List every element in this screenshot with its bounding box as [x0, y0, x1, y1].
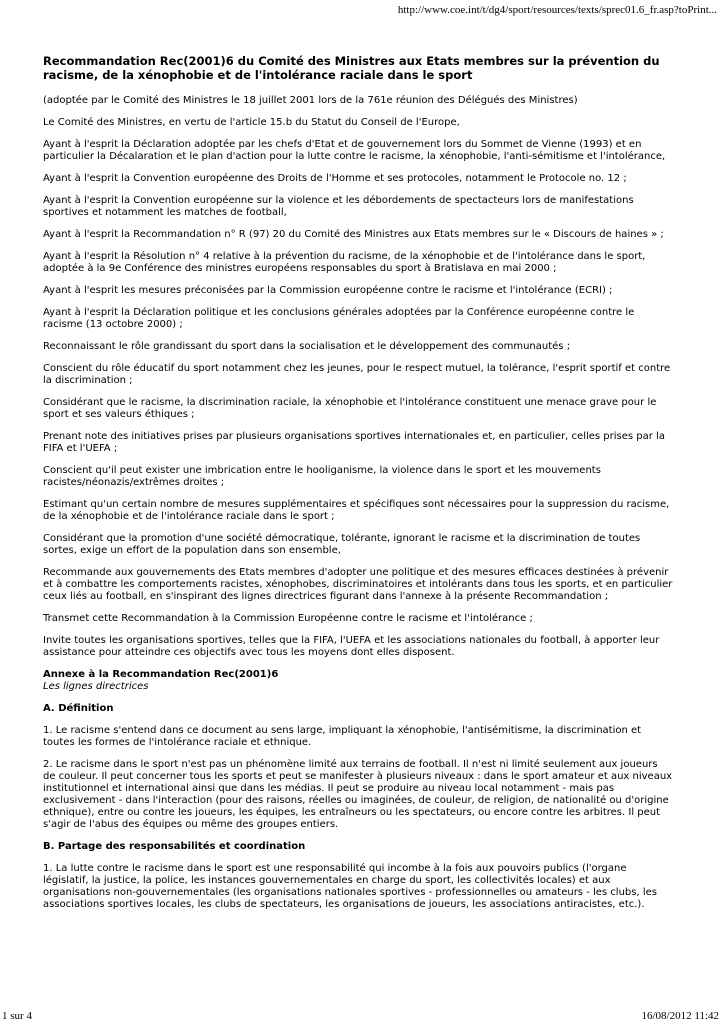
paragraph: Prenant note des initiatives prises par plusieurs organisations sportives internationales et, en particulier, celles prises par la FIFA et l'UEFA ;	[43, 431, 665, 454]
paragraph: Transmet cette Recommandation à la Commission Européenne contre le racisme et l'intolérance ;	[43, 613, 533, 624]
paragraph: 1. Le racisme s'entend dans ce document au sens large, impliquant la xénophobie, l'antisémitisme, la discrimination et toutes les formes de l'intolérance raciale et ethnique.	[43, 725, 642, 748]
paragraph: Ayant à l'esprit la Convention européenne sur la violence et les débordements de spectacteurs lors de manifestations sportives et notamment les matches de football,	[43, 195, 634, 218]
paragraph: Ayant à l'esprit la Déclaration politique et les conclusions générales adoptées par la Conférence européenne contre le racisme (13 octobre 2000) ;	[43, 307, 635, 330]
paragraph: Ayant à l'esprit la Déclaration adoptée par les chefs d'Etat et de gouvernement lors du Sommet de Vienne (1993) et en particulier la Décalaration et le plan d'action pour la lutte contre le racisme, la xénophobie, l'anti-sémitisme et l'intolérance,	[43, 139, 666, 162]
print-datetime: 16/08/2012 11:42	[641, 1010, 719, 1022]
paragraph: Ayant à l'esprit la Résolution n° 4 relative à la prévention du racisme, de la xénophobie et de l'intolérance dans le sport, adoptée à la 9e Conférence des ministres européens responsables du sport à Bratislava en mai 2000 ;	[43, 251, 646, 274]
paragraph: (adoptée par le Comité des Ministres le 18 juillet 2001 lors de la 761e réunion des Délégués des Ministres)	[43, 95, 578, 106]
paragraph: Ayant à l'esprit la Convention européenne des Droits de l'Homme et ses protocoles, notamment le Protocole no. 12 ;	[43, 173, 627, 184]
paragraph: Conscient du rôle éducatif du sport notamment chez les jeunes, pour le respect mutuel, la tolérance, l'esprit sportif et contre la discrimination ;	[43, 363, 671, 386]
paragraph: Estimant qu'un certain nombre de mesures supplémentaires et spécifiques sont nécessaires pour la suppression du racisme, de la xénophobie et de l'intolérance raciale dans le sport ;	[43, 499, 670, 522]
paragraph: Ayant à l'esprit la Recommandation n° R (97) 20 du Comité des Ministres aux Etats membres sur le « Discours de haines » ;	[43, 229, 664, 240]
paragraph: Reconnaissant le rôle grandissant du sport dans la socialisation et le développement des communautés ;	[43, 341, 571, 352]
paragraph: Invite toutes les organisations sportives, telles que la FIFA, l'UEFA et les associations nationales du football, à apporter leur assistance pour atteindre ces objectifs avec tous les moyens dont elles disposent.	[43, 635, 660, 658]
paragraph: Recommande aux gouvernements des Etats membres d'adopter une politique et des mesures efficaces destinées à prévenir et à combattre les comportements racistes, xénophobes, discriminatoires et intolérants dans tous les sports, et en particulier ceux liés au football, en s'inspirant des lignes directrices figurant dans l'annexe à la présente Recommandation ;	[43, 567, 673, 602]
page-number: 1 sur 4	[2, 1010, 32, 1022]
annex-subtitle: Les lignes directrices	[43, 681, 149, 692]
paragraph: Considérant que la promotion d'une société démocratique, tolérante, ignorant le racisme et la discrimination de toutes sortes, exige un effort de la population dans son ensemble,	[43, 533, 641, 556]
section-heading-a: A. Définition	[43, 703, 114, 714]
paragraph: Conscient qu'il peut exister une imbrication entre le hooliganisme, la violence dans le sport et les mouvements racistes/néonazis/extrêmes droites ;	[43, 465, 601, 488]
paragraph: Le Comité des Ministres, en vertu de l'article 15.b du Statut du Conseil de l'Europe,	[43, 117, 460, 128]
print-url: http://www.coe.int/t/dg4/sport/resources/texts/sprec01.6_fr.asp?toPrint...	[397, 4, 717, 16]
annex-title: Annexe à la Recommandation Rec(2001)6	[43, 669, 279, 680]
paragraph: 2. Le racisme dans le sport n'est pas un phénomène limité aux terrains de football. Il n'est ni limité seulement aux joueurs de couleur. Il peut concerner tous les sports et peut se manifester à plusieurs niveaux : dans le sport amateur et aux niveaux institutionnel et international ainsi que dans les médias. Il peut se produire au niveau local notamment - mais pas exclusivement - dans l'interaction (pour des raisons, réelles ou imaginées, de couleur, de religion, de nationalité ou d'origine ethnique), entre ou contre les joueurs, les équipes, les entraîneurs ou les spectateurs, ou encore contre les arbitres. Il peut s'agir de l'abus des équipes ou même des groupes entiers.	[43, 759, 673, 830]
paragraph: Considérant que le racisme, la discrimination raciale, la xénophobie et l'intolérance constituent une menace grave pour le sport et ses valeurs éthiques ;	[43, 397, 657, 420]
paragraph: Ayant à l'esprit les mesures préconisées par la Commission européenne contre le racisme et l'intolérance (ECRI) ;	[43, 285, 613, 296]
document-title: Recommandation Rec(2001)6 du Comité des Ministres aux Etats membres sur la prévention du racisme, de la xénophobie et de l'intolérance raciale dans le sport	[43, 54, 660, 82]
document-content	[43, 54, 673, 921]
section-heading-b: B. Partage des responsabilités et coordination	[43, 841, 306, 852]
paragraph: 1. La lutte contre le racisme dans le sport est une responsabilité qui incombe à la fois aux pouvoirs publics (l'organe législatif, la justice, la police, les instances gouvernementales en charge du sport, les collectivités locales) et aux organisations non-gouvernementales (les organisations nationales sportives - professionnelles ou amateurs - les clubs, les associations sportives locales, les clubs de spectateurs, les organisations de joueurs, les associations antiracistes, etc.).	[43, 863, 657, 910]
